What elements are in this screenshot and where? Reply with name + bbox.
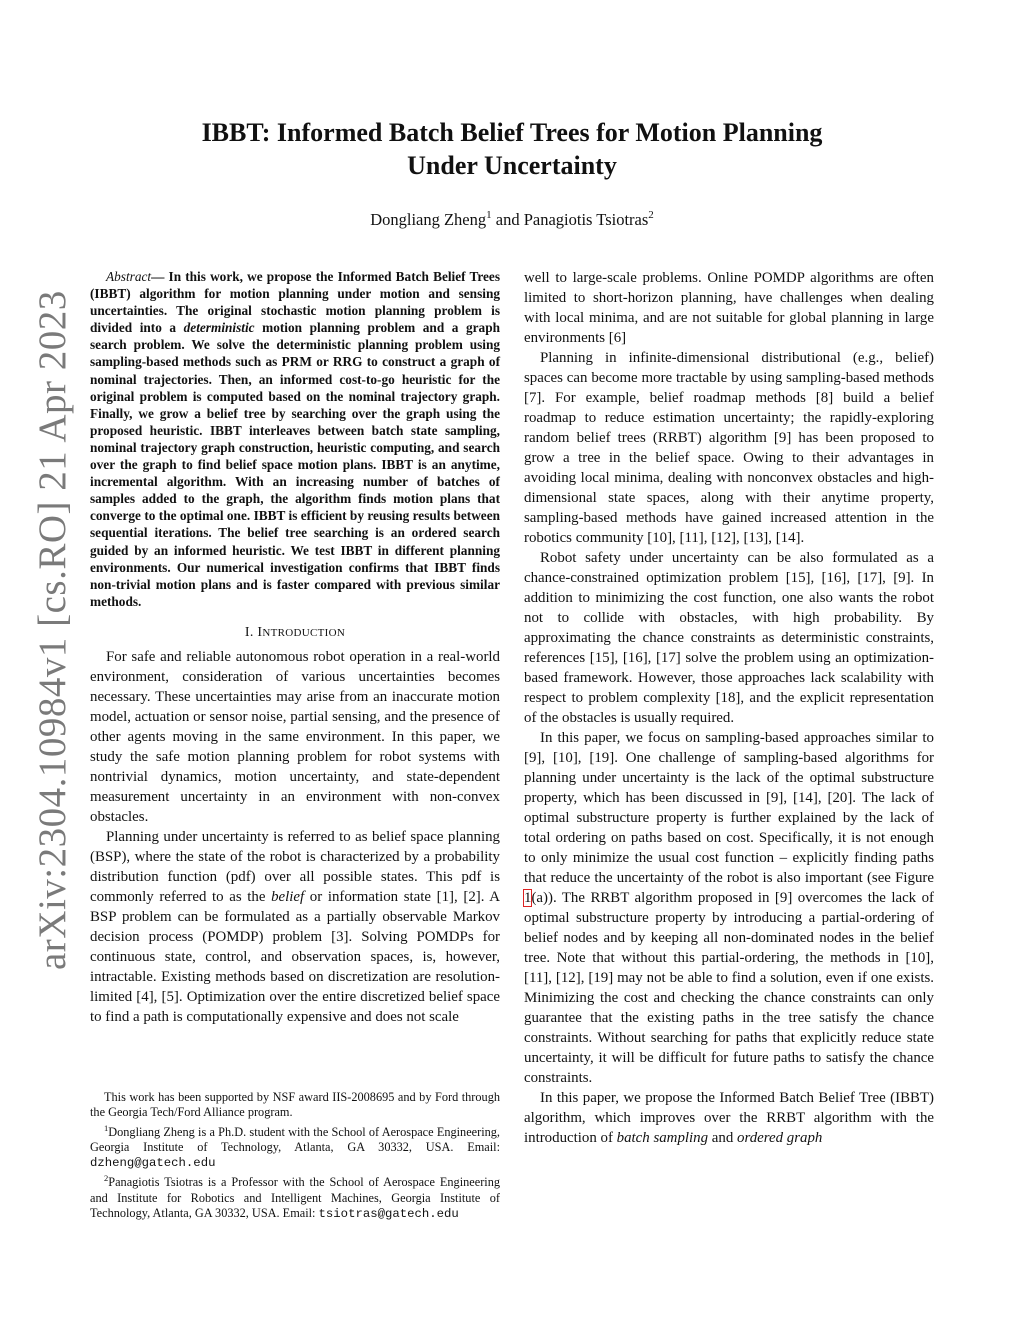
author-list bbox=[90, 209, 934, 230]
emphasis: belief bbox=[271, 888, 305, 905]
title-line-1: IBBT: Informed Batch Belief Trees for Motion Planning bbox=[201, 118, 823, 147]
footnotes bbox=[90, 1090, 500, 1222]
paper-title bbox=[90, 116, 934, 182]
body-paragraph: well to large-scale problems. Online POMDP algorithms are often limited to short-horizon planning, have challenges when dealing with local minima, and are not suitable for global planning in large environments [6] bbox=[524, 270, 934, 346]
author-name: Panagiotis Tsiotras bbox=[523, 210, 649, 229]
left-column bbox=[90, 268, 500, 1027]
email-link[interactable]: dzheng@gatech.edu bbox=[90, 1156, 216, 1171]
affiliation-mark: 2 bbox=[648, 209, 654, 221]
section-heading-introduction: I. INTRODUCTION bbox=[244, 624, 346, 640]
footnote-funding: This work has been supported by NSF award IIS-2008695 and by Ford through the Georgia Tech/Ford Alliance program. bbox=[90, 1090, 500, 1120]
author-separator: and bbox=[491, 210, 524, 229]
right-column bbox=[524, 268, 934, 1148]
abstract bbox=[90, 268, 500, 610]
footnote-author-2: $^2$Panagiotis Tsiotras is a Professor with the School of Aerospace Engineering and Institute for Robotics and Intelligent Machines, Georgia Institute of Technology, Atlanta, GA 30332, USA. Email: tsiotras@gatech.edu bbox=[90, 1173, 500, 1222]
emphasis: ordered graph bbox=[737, 1130, 823, 1146]
body-paragraph: Planning in infinite-dimensional distributional (e.g., belief) spaces can become more tractable by using sampling-based methods [7]. For example, belief roadmap methods [8] build a belief roadmap to reduce estimation uncertainty; the rapidly-exploring random belief trees (RRBT) algorithm [9] has been proposed to grow a tree in the belief space. Owing to their advantages in avoiding local minima, dealing with nonconvex obstacles and high-dimensional state spaces, along with their anytime property, sampling-based methods have gained increased attention in the robotics community [10], [11], [12], [13], [14]. bbox=[524, 350, 934, 546]
footnote-author-1: $^1$Dongliang Zheng is a Ph.D. student with the School of Aerospace Engineering, Georgia Institute of Technology, Atlanta, GA 30332, USA. Email: dzheng@gatech.edu bbox=[90, 1122, 500, 1171]
body-paragraph: Robot safety under uncertainty can be also formulated as a chance-constrained optimization problem [15], [16], [17], [9]. In addition to minimizing the cost function, one also wants the robot not to collide with obstacles, with high probability. By approximating the chance constraints as deterministic constraints, references [15], [16], [17] solve the problem using an optimization-based framework. However, those approaches lack scalability with respect to problem complexity [18], and the explicit representation of the obstacles is usually required. bbox=[524, 550, 934, 726]
abstract-emphasis: deterministic bbox=[183, 320, 255, 336]
affiliation-mark: 1 bbox=[486, 209, 492, 221]
email-link[interactable]: tsiotras@gatech.edu bbox=[318, 1207, 459, 1222]
title-line-2: Under Uncertainty bbox=[407, 151, 617, 180]
abstract-label: Abstract bbox=[106, 269, 152, 284]
abstract-dash: — bbox=[151, 269, 169, 284]
body-paragraph: Planning under uncertainty is referred to as belief space planning (BSP), where the state of the robot is characterized by a probability distribution function (pdf) over all possible states. This pdf is commonly referred to as the belief or information state [1], [2]. A BSP problem can be formulated as a partially observable Markov decision process (POMDP) problem [3]. Solving POMDPs for continuous state, control, and observation spaces, is, however, intractable. Existing methods based on discretization are resolution-limited [4], [5]. Optimization over the entire discretized belief space to find a path is computationally expensive and does not scale bbox=[90, 828, 500, 1025]
emphasis: batch sampling bbox=[616, 1130, 709, 1146]
body-paragraph: In this paper, we focus on sampling-based approaches similar to [9], [10], [19]. One challenge of sampling-based algorithms for planning under uncertainty is the lack of the optimal substructure property, which has been discussed in [9], [14], [20]. The lack of optimal substructure property is further explained by the lack of total ordering on paths based on cost. Specifically, it is not enough to only minimize the usual cost function – explicitly finding paths that reduce the uncertainty of the robot is also important (see Figure 1(a)). The RRBT algorithm proposed in [9] overcomes the lack of optimal substructure property by introducing a partial-ordering of belief nodes and by keeping all non-dominated nodes in the belief tree. Note that without this partial-ordering, the methods in [10], [11], [12], [19] may not be able to find a solution, even if one exists. Minimizing the cost and checking the chance constraints can only guarantee that the existing paths in the tree satisfy the chance constraints. Without searching for paths that explicitly reduce state uncertainty, it will be difficult for future paths to satisfy the chance constraints. bbox=[524, 730, 934, 1086]
arxiv-identifier: arXiv:2304.10984v1 [cs.RO] 21 Apr 2023 bbox=[31, 290, 74, 970]
figure-reference-link[interactable]: 1 bbox=[524, 890, 532, 906]
abstract-text: In this work, we propose the Informed Batch Belief Trees (IBBT) algorithm for motion planning under motion and sensing uncertainties. The original stochastic motion planning problem is divided into a bbox=[90, 269, 500, 336]
body-paragraph: In this paper, we propose the Informed Batch Belief Tree (IBBT) algorithm, which improves over the RRBT algorithm with the introduction of batch sampling and ordered graph bbox=[524, 1090, 934, 1146]
body-paragraph: For safe and reliable autonomous robot operation in a real-world environment, consideration of various uncertainties becomes necessary. These uncertainties may arise from an inaccurate motion model, actuation or sensor noise, partial sensing, and the presence of other agents moving in the same environment. In this paper, we study the safe motion planning problem for robot systems with nontrivial dynamics, motion uncertainty, and state-dependent measurement uncertainty in an environment with non-convex obstacles. bbox=[90, 648, 500, 825]
author-name: Dongliang Zheng bbox=[370, 210, 487, 229]
abstract-text: motion planning problem and a graph search problem. We solve the deterministic planning problem using sampling-based methods such as PRM or RRG to construct a graph of nominal trajectories. Then, an informed cost-to-go heuristic for the original problem is computed based on the nominal trajectory graph. Finally, we grow a belief tree by searching over the graph using the proposed heuristic. IBBT interleaves between batch state sampling, nominal trajectory graph construction, heuristic computing, and search over the graph to find belief space motion plans. IBBT is an anytime, incremental algorithm. With an increasing number of batches of samples added to the graph, the algorithm finds motion plans that converge to the optimal one. IBBT is efficient by reusing results between sequential iterations. The belief tree searching is an ordered search guided by an informed heuristic. We test IBBT in different planning environments. Our numerical investigation confirms that IBBT finds non-trivial motion plans and is faster compared with previous similar methods. bbox=[90, 320, 500, 609]
